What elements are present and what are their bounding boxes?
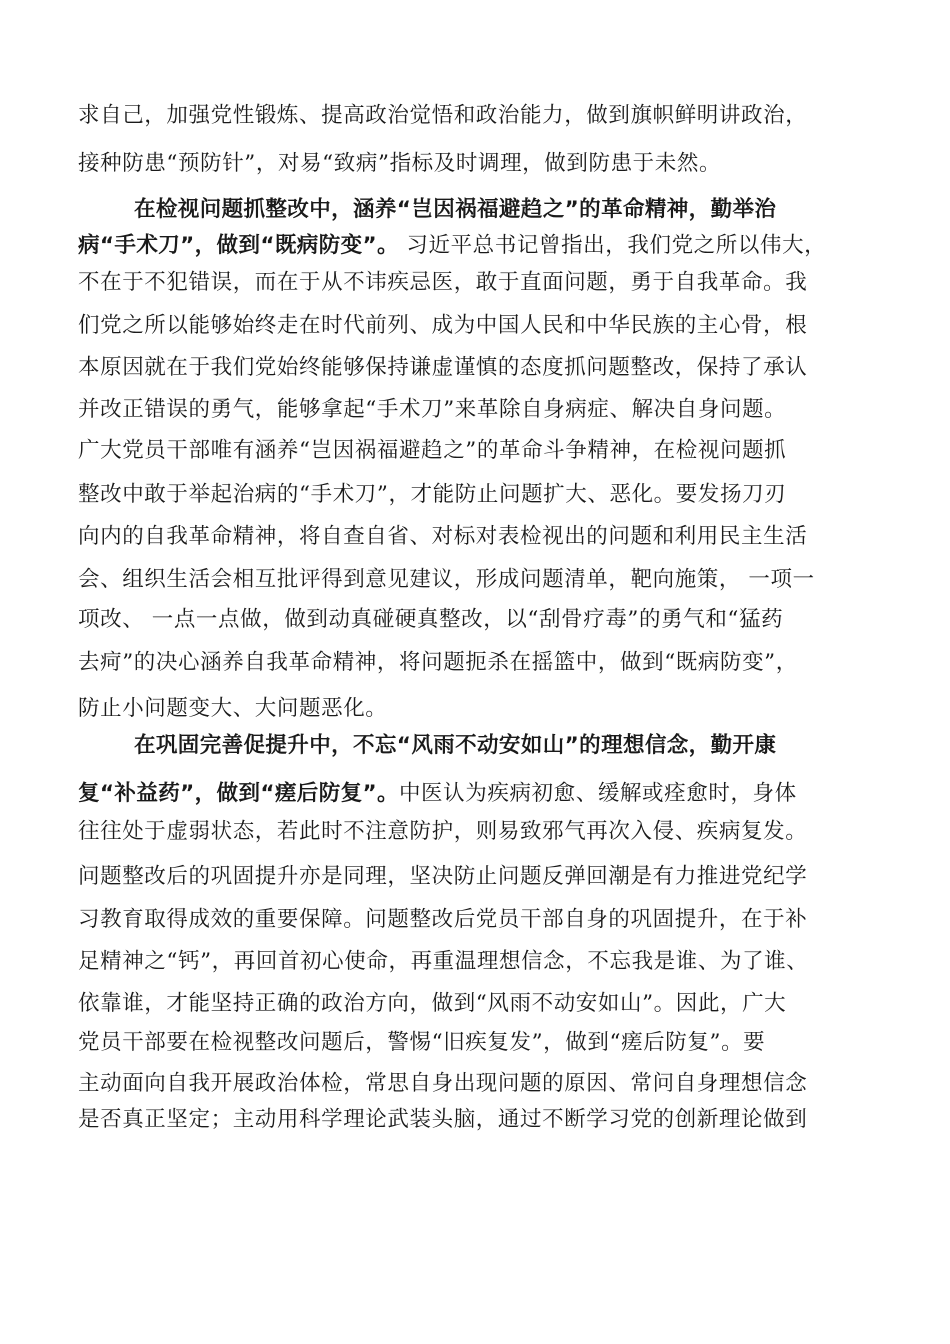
line-text: 会、组织生活会相互批评得到意见建议，形成问题清单，靶向施策， 一项一 [78,567,815,592]
line-text: 接种防患“预防针”，对易“致病”指标及时调理，做到防患于未然。 [78,151,722,176]
body-line [78,101,807,131]
line-text: 不在于不犯错误，而在于从不讳疾忌医，敢于直面问题，勇于自我革命。我 [78,270,808,295]
section-heading: 在巩固完善促提升中，不忘“风雨不动安如山”的理想信念，勤开康 [134,733,777,758]
line-text: 本原因就在于我们党始终能够保持谦虚谨慎的态度抓问题整改，保持了承认 [78,355,808,380]
section-heading-line [78,231,826,261]
section-heading-line [78,779,797,809]
body-line [78,862,807,892]
body-line [78,947,808,977]
body-line [78,648,798,678]
body-line [78,395,786,425]
section-heading: 病“手术刀”，做到“既病防变”。 [78,233,399,258]
body-line [78,436,786,466]
line-text: 项改、 一点一点做，做到动真碰硬真整改，以“刮骨疗毒”的勇气和“猛药 [78,607,784,632]
line-text: 向内的自我革命精神，将自查自省、对标对表检视出的问题和利用民主生活 [78,524,808,549]
body-line [78,353,807,383]
line-text: 们党之所以能够始终走在时代前列、成为中国人民和中华民族的主心骨，根 [78,313,808,338]
line-text: 并改正错误的勇气，能够拿起“手术刀”来革除自身病症、解决自身问题。 [78,397,787,422]
line-text: 整改中敢于举起治病的“手术刀”，才能防止问题扩大、恶化。要发扬刀刃 [78,482,787,507]
body-line [78,1028,765,1058]
body-line [78,311,807,341]
section-heading: 在检视问题抓整改中，涵养“岂因祸福避趋之”的革命精神，勤举治 [134,197,777,222]
line-text: 广大党员干部唯有涵养“岂因祸福避趋之”的革命斗争精神，在检视问题抓 [78,438,787,463]
line-text: 习近平总书记曾指出，我们党之所以伟大， [398,233,827,258]
line-text: 足精神之“钙”，再回首初心使命，再重温理想信念，不忘我是谁、为了谁、 [78,949,809,974]
body-line [78,522,807,552]
body-line [78,817,807,847]
body-line [78,605,783,635]
body-line [78,268,807,298]
line-text: 求自己，加强党性锻炼、提高政治觉悟和政治能力，做到旗帜鲜明讲政治， [78,103,808,128]
line-text: 往往处于虚弱状态，若此时不注意防护，则易致邪气再次入侵、疾病复发。 [78,819,808,844]
line-text: 是否真正坚定；主动用科学理论武装头脑，通过不断学习党的创新理论做到 [78,1107,808,1132]
line-text: 防止小问题变大、大问题恶化。 [78,696,388,721]
section-heading: 复“补益药”，做到“瘥后防复”。 [78,781,399,806]
body-line [78,149,721,179]
line-text: 问题整改后的巩固提升亦是同理，坚决防止问题反弹回潮是有力推进党纪学 [78,864,808,889]
line-text: 依靠谁，才能坚持正确的政治方向，做到“风雨不动安如山”。因此，广大 [78,991,787,1016]
body-line [78,905,807,935]
body-line [78,989,786,1019]
line-text: 主动面向自我开展政治体检，常思自身出现问题的原因、常问自身理想信念 [78,1071,808,1096]
body-line [78,480,786,510]
body-line [78,694,387,724]
body-line [78,565,815,595]
line-text: 习教育取得成效的重要保障。问题整改后党员干部自身的巩固提升，在于补 [78,907,808,932]
line-text: 去疴”的决心涵养自我革命精神，将问题扼杀在摇篮中，做到“既病防变”， [78,650,798,675]
section-heading-line [134,195,776,225]
line-text: 中医认为疾病初愈、缓解或痊愈时，身体 [398,781,797,806]
body-line [78,1105,807,1135]
body-line [78,1069,807,1099]
section-heading-line [134,731,776,761]
line-text: 党员干部要在检视整改问题后，警惕“旧疾复发”，做到“瘥后防复”。要 [78,1030,766,1055]
